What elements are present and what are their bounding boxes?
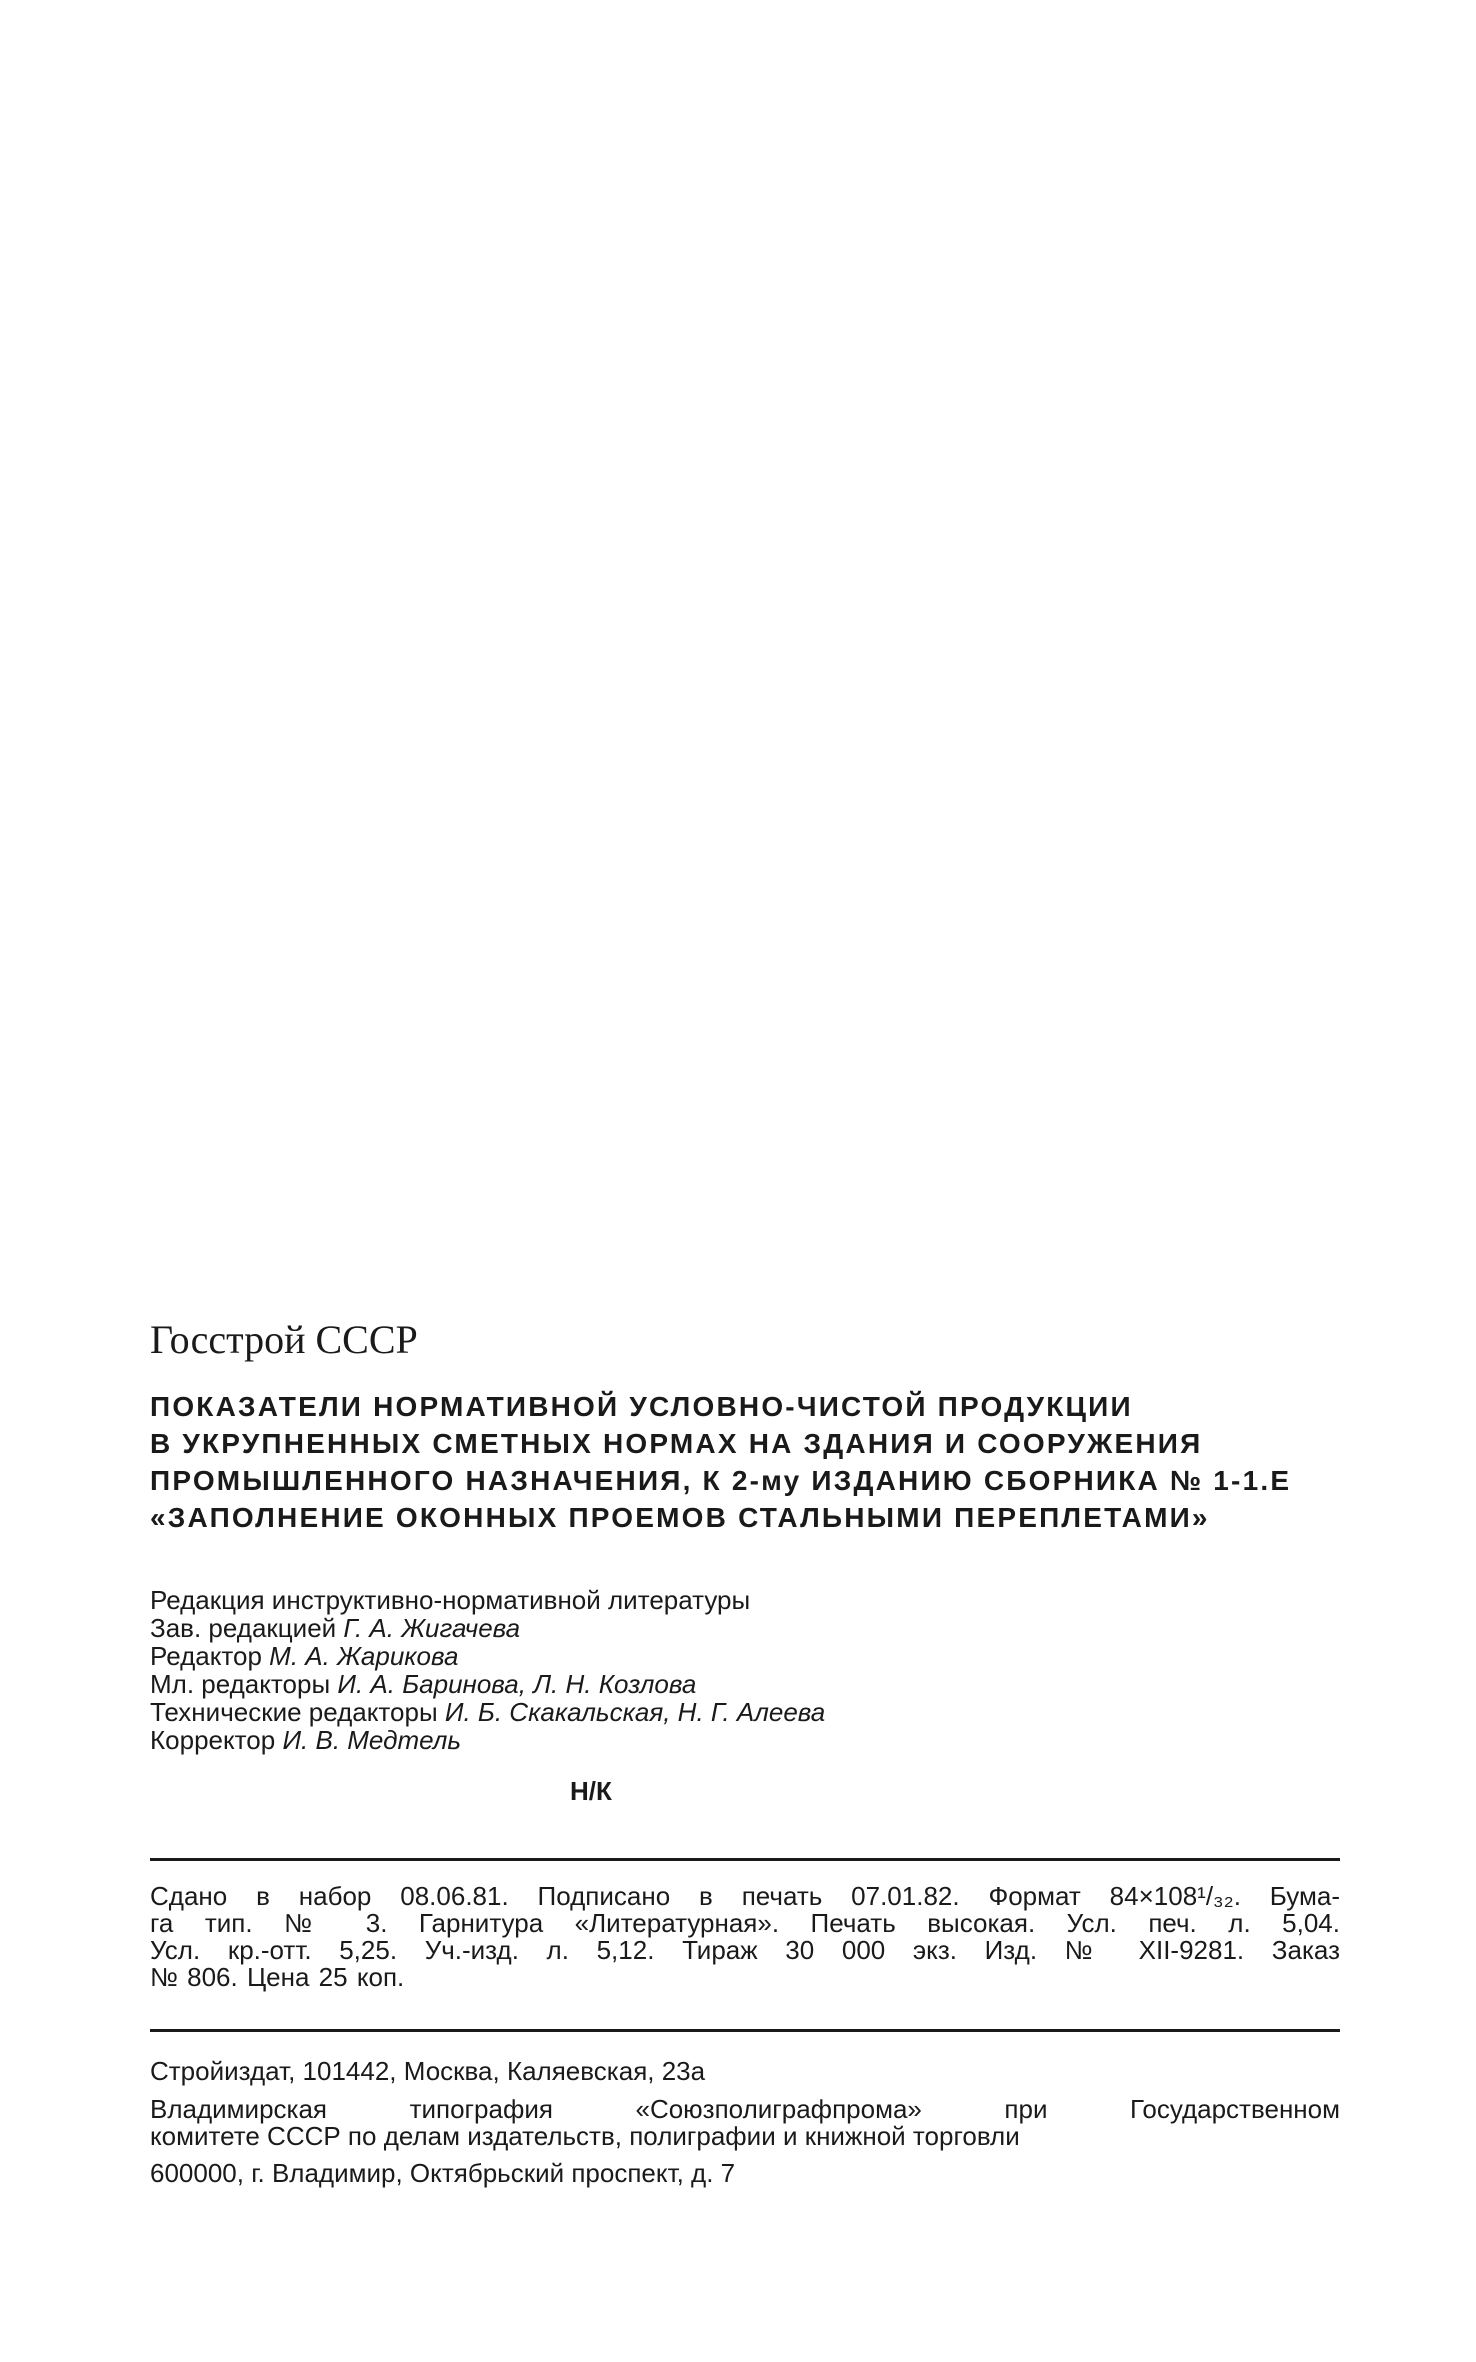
- printing-house-address: 600000, г. Владимир, Октябрьский проспект, д. 7: [150, 2158, 736, 2188]
- staff-names: М. А. Жарикова: [269, 1641, 459, 1671]
- printing-house-line: Владимирская типография «Союзполиграфпрома» при Государственном: [150, 2094, 1340, 2124]
- staff-role: Корректор: [150, 1725, 276, 1755]
- editorial-department: Редакция инструктивно-нормативной литературы: [150, 1585, 751, 1615]
- staff-role: Редактор: [150, 1641, 262, 1671]
- publication-details: [150, 1883, 1340, 1991]
- publication-details-line: Сдано в набор 08.06.81. Подписано в печать 07.01.82. Формат 84×108¹/₃₂. Бума-: [150, 1881, 1340, 1911]
- organization-name: Госстрой СССР: [150, 1317, 418, 1362]
- staff-row: [150, 1670, 1340, 1698]
- publication-details-line: га тип. № 3. Гарнитура «Литературная». Печать высокая. Усл. печ. л. 5,04.: [150, 1908, 1340, 1938]
- divider-line: [150, 2029, 1340, 2032]
- title-line: ПРОМЫШЛЕННОГО НАЗНАЧЕНИЯ, К 2-му ИЗДАНИЮ СБОРНИКА № 1-1.Е: [150, 1465, 1292, 1496]
- publication-details-line: Усл. кр.-отт. 5,25. Уч.-изд. л. 5,12. Тираж 30 000 экз. Изд. № XII-9281. Заказ: [150, 1935, 1340, 1965]
- editorial-staff: [150, 1586, 1340, 1754]
- title-line: ПОКАЗАТЕЛИ НОРМАТИВНОЙ УСЛОВНО-ЧИСТОЙ ПРОДУКЦИИ: [150, 1391, 1133, 1422]
- printing-house: [150, 2096, 1340, 2150]
- divider-line: [150, 1858, 1340, 1861]
- title-line: «ЗАПОЛНЕНИЕ ОКОННЫХ ПРОЕМОВ СТАЛЬНЫМИ ПЕРЕПЛЕТАМИ»: [150, 1502, 1210, 1533]
- staff-row: [150, 1642, 1340, 1670]
- staff-names: Г. А. Жигачева: [343, 1613, 521, 1643]
- book-title: [150, 1388, 1340, 1536]
- printing-house-line: комитете СССР по делам издательств, полиграфии и книжной торговли: [150, 2121, 1020, 2151]
- staff-role: Мл. редакторы: [150, 1669, 331, 1699]
- imprint-block: [150, 1316, 1340, 2188]
- staff-row: [150, 1726, 1340, 1754]
- staff-role: Технические редакторы: [150, 1697, 438, 1727]
- nk-mark: Н/К: [570, 1776, 612, 1806]
- publication-details-line: № 806. Цена 25 коп.: [150, 1962, 405, 1992]
- title-line: В УКРУПНЕННЫХ СМЕТНЫХ НОРМАХ НА ЗДАНИЯ И СООРУЖЕНИЯ: [150, 1428, 1203, 1459]
- staff-role: Зав. редакцией: [150, 1613, 337, 1643]
- staff-names: И. В. Медтель: [282, 1725, 462, 1755]
- publisher-address: Стройиздат, 101442, Москва, Каляевская, 23а: [150, 2056, 706, 2086]
- staff-row: [150, 1614, 1340, 1642]
- staff-row: [150, 1698, 1340, 1726]
- staff-names: И. А. Баринова, Л. Н. Козлова: [337, 1669, 697, 1699]
- staff-names: И. Б. Скакальская, Н. Г. Алеева: [444, 1697, 826, 1727]
